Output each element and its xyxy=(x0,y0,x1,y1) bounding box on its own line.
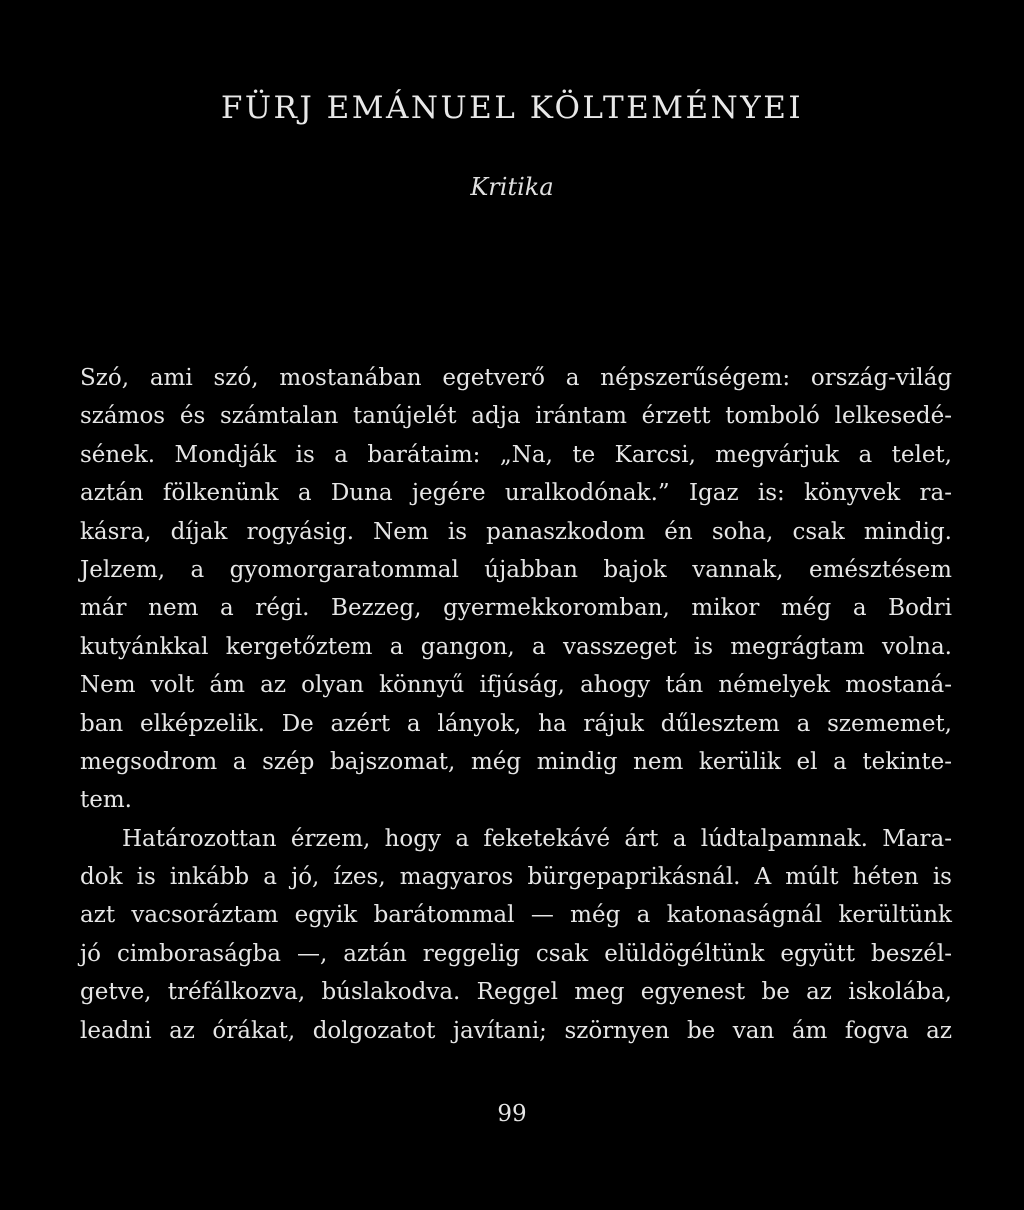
text-line: dok is inkább a jó, ízes, magyaros bürgepaprikásnál. A múlt héten is xyxy=(80,864,952,891)
section-subtitle: Kritika xyxy=(470,173,554,201)
page-title: FÜRJ EMÁNUEL KÖLTEMÉNYEI xyxy=(220,90,804,126)
text-line: kásra, díjak rogyásig. Nem is panaszkodom én soha, csak mindig. xyxy=(80,518,952,545)
text-line: Jelzem, a gyomorgaratommal újabban bajok vannak, emésztésem xyxy=(80,556,952,583)
text-line: tem. xyxy=(80,787,132,814)
text-line: Szó, ami szó, mostanában egetverő a népszerűségem: ország-világ xyxy=(80,365,952,391)
text-line: már nem a régi. Bezzeg, gyermekkoromban, mikor még a Bodri xyxy=(80,595,952,622)
page-number: 99 xyxy=(497,1101,527,1127)
text-line: ban elképzelik. De azért a lányok, ha rájuk dűlesztem a szememet, xyxy=(80,710,952,737)
text-line: megsodrom a szép bajszomat, még mindig nem kerülik el a tekinte- xyxy=(80,748,952,775)
text-line: sének. Mondják is a barátaim: „Na, te Karcsi, megvárjuk a telet, xyxy=(80,441,952,468)
body-text xyxy=(80,359,952,1050)
text-line: Nem volt ám az olyan könnyű ifjúság, ahogy tán némelyek mostaná- xyxy=(80,672,952,699)
text-line: leadni az órákat, dolgozatot javítani; szörnyen be van ám fogva az xyxy=(80,1017,952,1044)
text-line: kutyánkkal kergetőztem a gangon, a vasszeget is megrágtam volna. xyxy=(80,633,952,660)
text-line: aztán fölkenünk a Duna jegére uralkodónak.” Igaz is: könyvek ra- xyxy=(80,480,952,507)
text-line: számos és számtalan tanújelét adja irántam érzett tomboló lelkesedé- xyxy=(80,403,952,430)
text-line: Határozottan érzem, hogy a feketekávé árt a lúdtalpamnak. Mara- xyxy=(122,825,952,852)
text-line: azt vacsoráztam egyik barátommal — még a katonaságnál kerültünk xyxy=(80,902,952,929)
text-line: jó cimboraságba —, aztán reggelig csak elüldögéltünk együtt beszél- xyxy=(80,940,952,967)
text-line: getve, tréfálkozva, búslakodva. Reggel meg egyenest be az iskolába, xyxy=(80,979,952,1006)
